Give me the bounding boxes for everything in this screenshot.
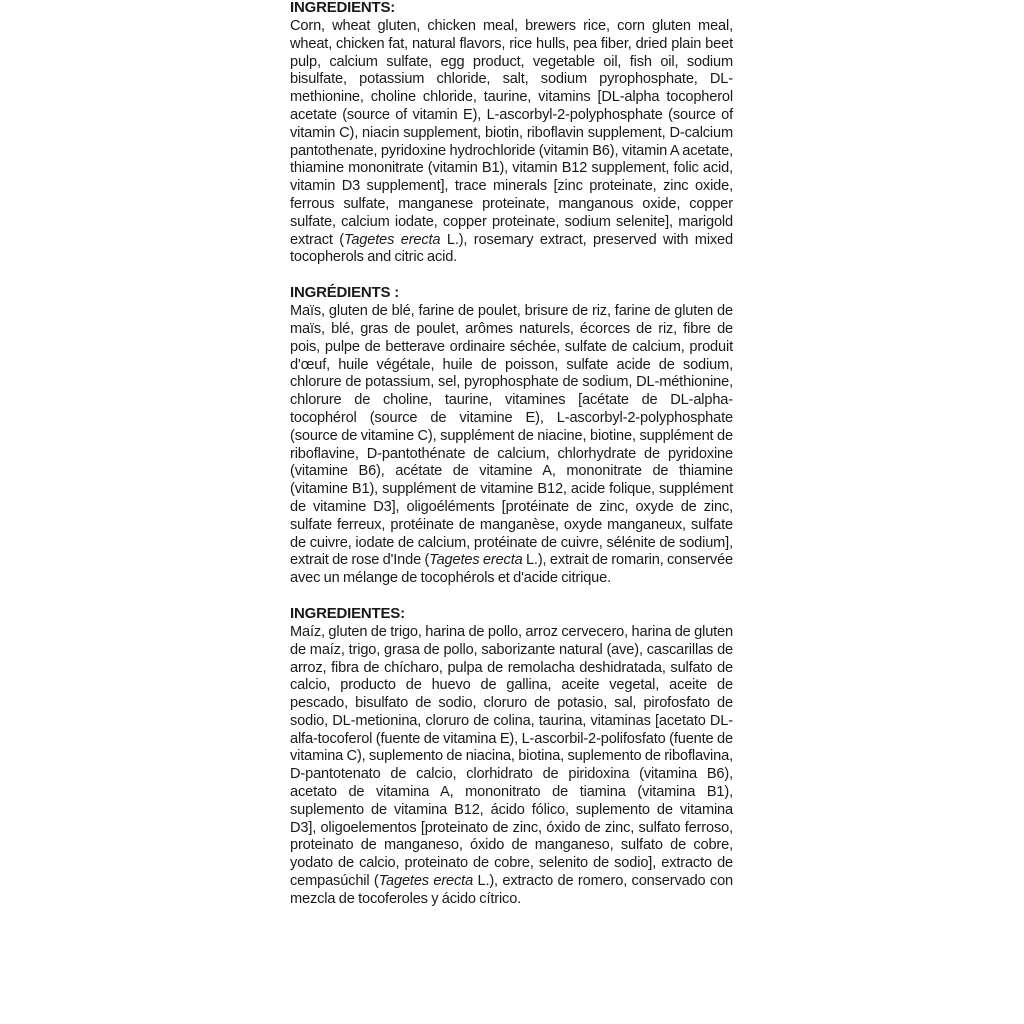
ingredient-text: L.), extrait de romarin, conservée avec un mélange de tocophérols et d'acide citrique. (290, 552, 733, 587)
ingredient-text: L.), extracto de romero, conservado con mezcla de tocoferoles y ácido cítrico. (290, 873, 734, 907)
section-heading-english: INGREDIENTS: (290, 0, 396, 16)
ingredient-text: Corn, wheat gluten, chicken meal, brewers rice, corn gluten meal, wheat, chicken fat, natural flavors, rice hulls, pea fiber, dried plain beet pulp, calcium sulfate, egg product, vegetable oil, fish oil, sodium bisulfate, potassium chloride, salt, sodium pyrophosphate, DL-methionine, choline chloride, taurine, vitamins [DL-alpha tocopherol acetate (source of vitamin E), L-ascorbyl-2-polyphosphate (source of vitamin C), niacin supplement, biotin, riboflavin supplement, D-calcium pantothenate, pyridoxine hydrochloride (vitamin B6), vitamin A acetate, thiamine mononitrate (vitamin B1), vitamin B12 supplement, folic acid, vitamin D3 supplement], trace minerals [zinc proteinate, zinc oxide, ferrous sulfate, manganese proteinate, manganous oxide, copper sulfate, calcium iodate, copper proteinate, sodium selenite], marigold extract ( (290, 18, 733, 248)
botanical-name: Tagetes erecta (343, 231, 441, 248)
ingredients-section-spanish (290, 606, 733, 909)
ingredient-list-french (290, 303, 733, 588)
ingredients-section-french (290, 285, 733, 588)
botanical-name: Tagetes erecta (429, 552, 523, 569)
ingredients-section-english (290, 0, 733, 267)
section-heading-french: INGRÉDIENTS : (290, 284, 400, 302)
ingredient-list-spanish (290, 624, 733, 909)
section-heading-spanish: INGREDIENTES: (290, 604, 405, 622)
ingredients-label (290, 0, 733, 909)
ingredient-text: L.), rosemary extract, preserved with mixed tocopherols and citric acid. (290, 231, 733, 266)
botanical-name: Tagetes erecta (378, 873, 474, 890)
ingredient-text: Maïs, gluten de blé, farine de poulet, brisure de riz, farine de gluten de maïs, blé, gras de poulet, arômes naturels, écorces de riz, fibre de pois, pulpe de betterave ordinaire séchée, sulfate de calcium, produit d'œuf, huile végétale, huile de poisson, sulfate acide de sodium, chlorure de potassium, sel, pyrophosphate de sodium, DL-méthionine, chlorure de choline, taurine, vitamines [acétate de DL-alpha-tocophérol (source de vitamine E), L-ascorbyl-2-polyphosphate (source de vitamine C), supplément de niacine, biotine, supplément de riboflavine, D-pantothénate de calcium, chlorhydrate de pyridoxine (vitamine B6), acétate de vitamine A, mononitrate de thiamine (vitamine B1), supplément de vitamine B12, acide folique, supplément de vitamine D3], oligoéléments [protéinate de zinc, oxyde de zinc, sulfate ferreux, protéinate de manganèse, oxyde manganeux, sulfate de cuivre, iodate de calcium, protéinate de cuivre, sélénite de sodium], extrait de rose d'Inde ( (290, 303, 733, 569)
ingredient-list-english (290, 18, 733, 267)
ingredient-text: Maíz, gluten de trigo, harina de pollo, arroz cervecero, harina de gluten de maíz, trigo, grasa de pollo, saborizante natural (ave), cascarillas de arroz, fibra de chícharo, pulpa de remolacha deshidratada, sulfato de calcio, producto de huevo de gallina, aceite vegetal, aceite de pescado, bisulfato de sodio, cloruro de potasio, sal, pirofosfato de sodio, DL-metionina, cloruro de colina, taurina, vitaminas [acetato DL-alfa-tocoferol (fuente de vitamina E), L-ascorbil-2-polifosfato (fuente de vitamina C), suplemento de niacina, biotina, suplemento de riboflavina, D-pantotenato de calcio, clorhidrato de piridoxina (vitamina B6), acetato de vitamina A, mononitrato de tiamina (vitamina B1), suplemento de vitamina B12, ácido fólico, suplemento de vitamina D3], oligoelementos [proteinato de zinc, óxido de zinc, sulfato ferroso, proteinato de manganeso, óxido de manganeso, sulfato de cobre, yodato de calcio, proteinato de cobre, selenito de sodio], extracto de cempasúchil ( (290, 623, 733, 890)
